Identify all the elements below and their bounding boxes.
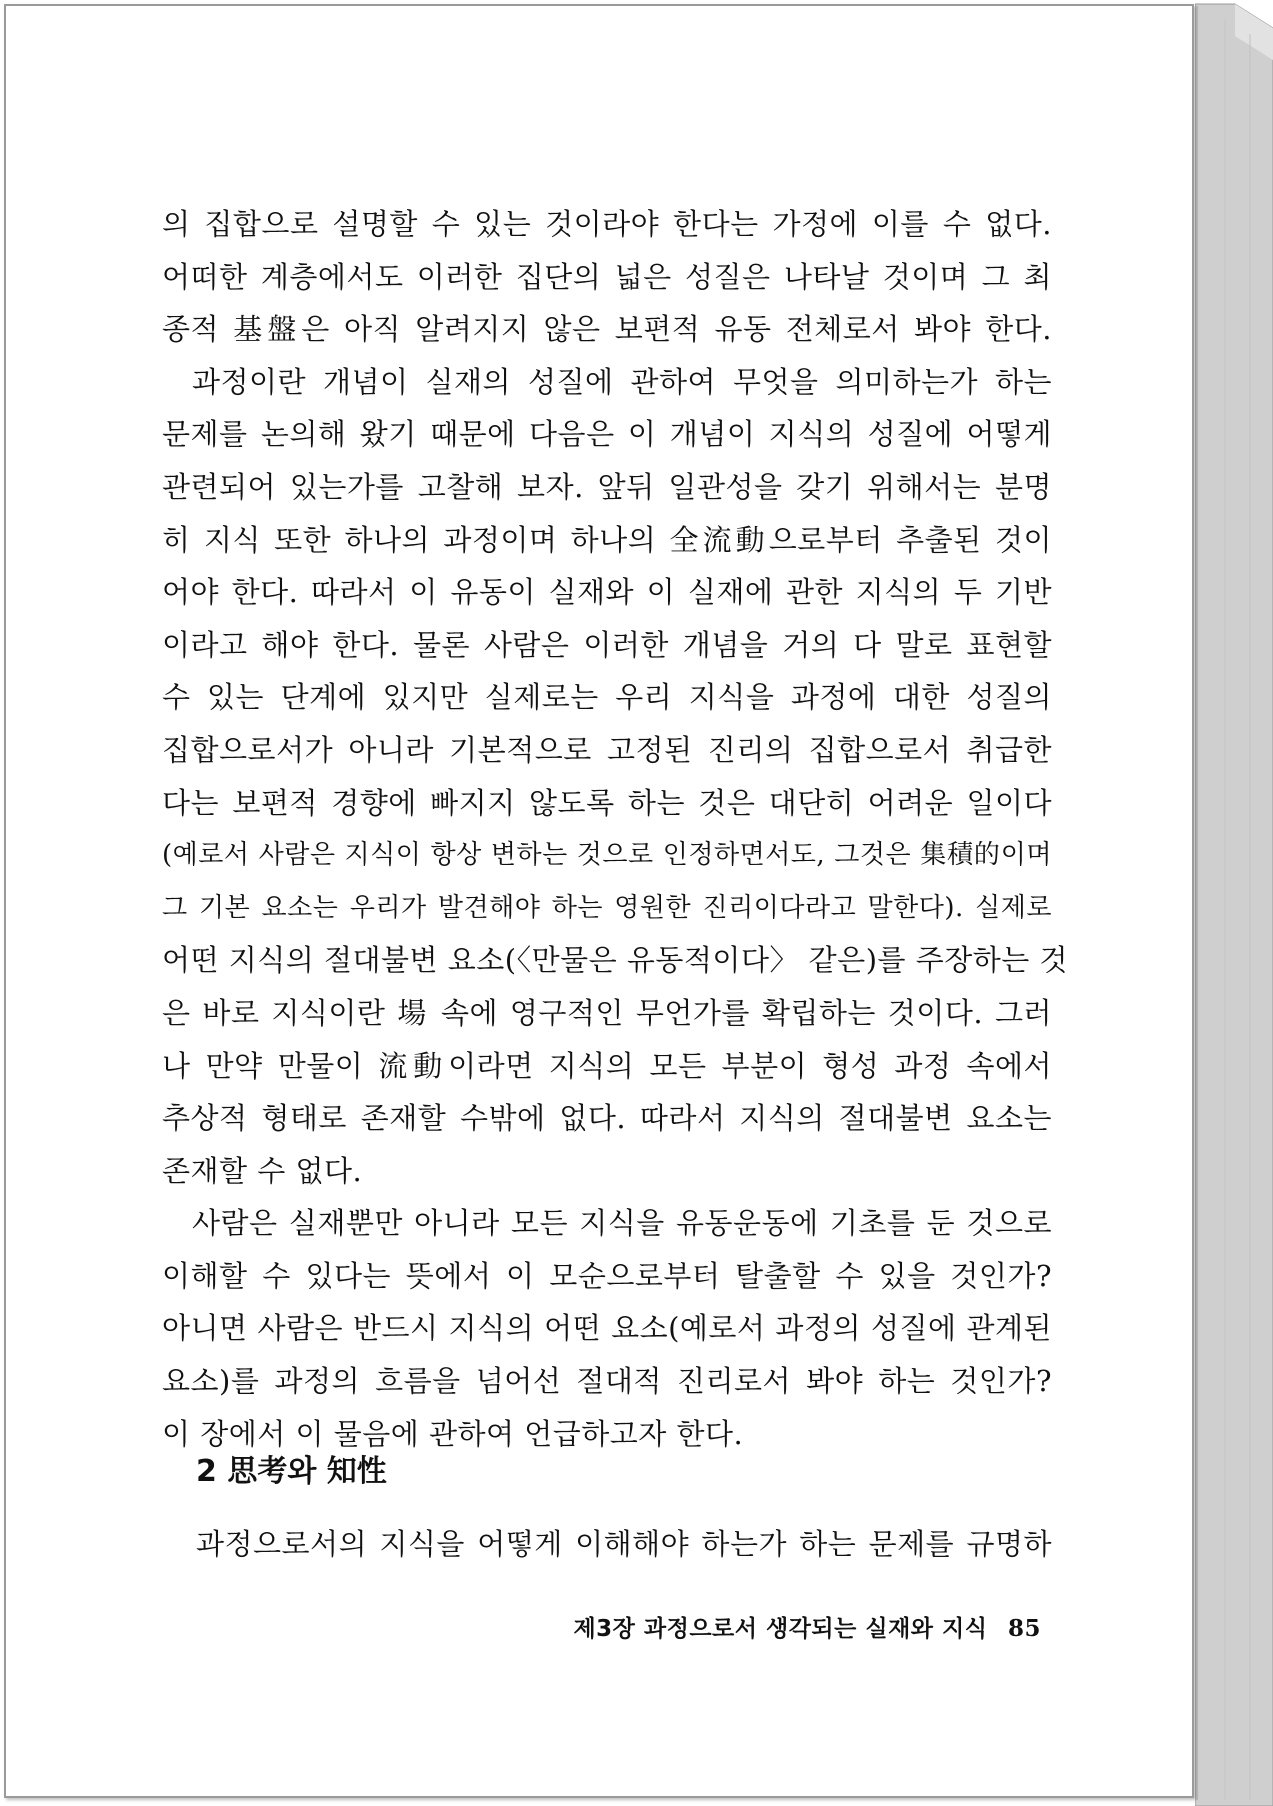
body-line: 추상적 형태로 존재할 수밖에 없다. 따라서 지식의 절대불변 요소는 [162,1101,1052,1136]
body-line: 히 지식 또한 하나의 과정이며 하나의 全流動으로부터 추출된 것이 [162,522,1052,557]
body-line: 이 장에서 이 물음에 관하여 언급하고자 한다. [162,1416,744,1451]
body-line: 수 있는 단계에 있지만 실제로는 우리 지식을 과정에 대한 성질의 [162,680,1052,715]
page-footer [573,1610,1041,1643]
body-line: 나 만약 만물이 流動이라면 지식의 모든 부분이 형성 과정 속에서 [162,1048,1052,1083]
body-line: 종적 基盤은 아직 알려지지 않은 보편적 유동 전체로서 봐야 한다. [162,312,1052,347]
body-line: 이해할 수 있다는 뜻에서 이 모순으로부터 탈출할 수 있을 것인가? [162,1258,1052,1293]
book-page-edge [1195,0,1273,1806]
body-line: 의 집합으로 설명할 수 있는 것이라야 한다는 가정에 이를 수 없다. [162,207,1052,241]
body-line: 관련되어 있는가를 고찰해 보자. 앞뒤 일관성을 갖기 위해서는 분명 [162,469,1052,504]
section-heading: 2 思考와 知性 [196,1454,387,1489]
body-line: (예로서 사람은 지식이 항상 변하는 것으로 인정하면서도, 그것은 集積的이며 [162,840,1052,871]
body-line: 어야 한다. 따라서 이 유동이 실재와 이 실재에 관한 지식의 두 기반 [162,575,1052,610]
body-line: 요소)를 과정의 흐름을 넘어선 절대적 진리로서 봐야 하는 것인가? [162,1364,1052,1399]
section-first-line: 과정으로서의 지식을 어떻게 이해해야 하는가 하는 문제를 규명하 [196,1527,1052,1561]
body-line: 사람은 실재뿐만 아니라 모든 지식을 유동운동에 기초를 둔 것으로 [192,1206,1052,1241]
body-text [162,198,1069,1460]
body-line: 과정이란 개념이 실재의 성질에 관하여 무엇을 의미하는가 하는 [192,364,1052,399]
body-line: 이라고 해야 한다. 물론 사람은 이러한 개념을 거의 다 말로 표현할 [162,627,1052,662]
body-line: 문제를 논의해 왔기 때문에 다음은 이 개념이 지식의 성질에 어떻게 [162,417,1052,452]
page-number: 85 [1007,1615,1041,1642]
running-title: 제3장 과정으로서 생각되는 실재와 지식 [573,1616,988,1642]
body-line: 어떤 지식의 절대불변 요소(〈만물은 유동적이다〉 같은)를 주장하는 것 [162,943,1069,978]
body-line: 다는 보편적 경향에 빠지지 않도록 하는 것은 대단히 어려운 일이다 [162,785,1052,820]
body-line: 은 바로 지식이란 場 속에 영구적인 무언가를 확립하는 것이다. 그러 [162,995,1052,1030]
body-line: 어떠한 계층에서도 이러한 집단의 넓은 성질은 나타날 것이며 그 최 [162,259,1052,294]
body-line: 존재할 수 없다. [162,1153,363,1188]
body-line: 아니면 사람은 반드시 지식의 어떤 요소(예로서 과정의 성질에 관계된 [162,1311,1052,1346]
body-line: 집합으로서가 아니라 기본적으로 고정된 진리의 집합으로서 취급한 [162,732,1052,767]
body-line: 그 기본 요소는 우리가 발견해야 하는 영원한 진리이다라고 말한다). 실제로 [162,892,1052,923]
